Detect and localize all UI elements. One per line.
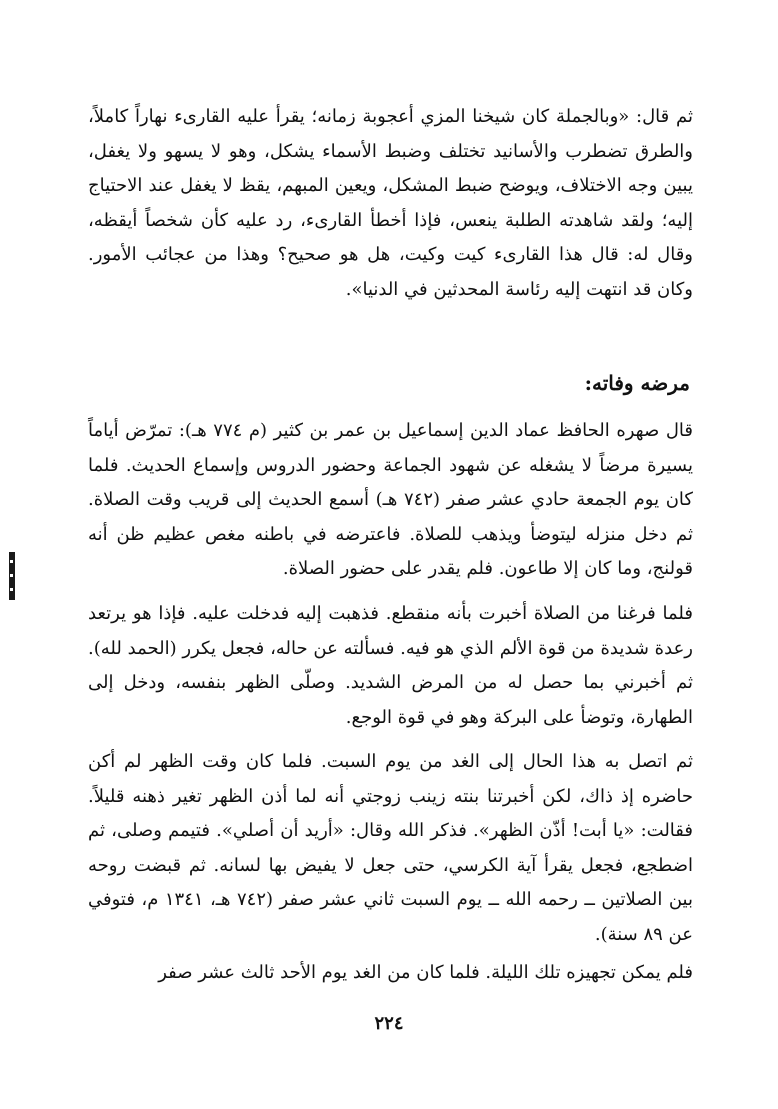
- paragraph-text: ثم قال: «وبالجملة كان شيخنا المزي أعجوبة زمانه؛ يقرأ عليه القارىء نهاراً كاملاً، والطرق تضطرب والأسانيد تختلف وضبط الأسماء يشكل، وهو لا يسهو ولا يغفل، يبين وجه الاختلاف، ويوضح ضبط المشكل، ويعين المبهم، يقظ لا يغفل عند الاحتياج إليه؛ ولقد شاهدته الطلبة ينعس، فإذا أخطأ القارىء، رد عليه كأن شخصاً أيقظه، وقال له: قال هذا القارىء كيت وكيت، هل هو صحيح؟ وهذا من عجائب الأمور. وكان قد انتهت إليه رئاسة المحدثين في الدنيا».: [88, 106, 693, 300]
- paragraph-illness-start: [88, 414, 693, 587]
- paragraph-burial-prep: [88, 956, 693, 991]
- paragraph-text: ثم اتصل به هذا الحال إلى الغد من يوم السبت. فلما كان وقت الظهر لم أكن حاضره إذ ذاك، لكن أخبرتنا بنته زينب زوجتي أنه لما أذن الظهر تغير ذهنه قليلاً. فقالت: «يا أبت! أذّن الظهر». فذكر الله وقال: «أريد أن أصلي». فتيمم وصلى، ثم اضطجع، فجعل يقرأ آية الكرسي، حتى جعل لا يفيض بها لسانه. ثم قبضت روحه بين الصلاتين ــ رحمه الله ــ يوم السبت ثاني عشر صفر (٧٤٢ هـ، ١٣٤١ م، فتوفي عن ٨٩ سنة).: [88, 751, 694, 945]
- paragraph-quote-mizzi: [88, 100, 693, 308]
- paragraph-text: فلم يمكن تجهيزه تلك الليلة. فلما كان من الغد يوم الأحد ثالث عشر صفر: [158, 962, 693, 983]
- paragraph-text: فلما فرغنا من الصلاة أخبرت بأنه منقطع. فذهبت إليه فدخلت عليه. فإذا هو يرتعد رعدة شديدة من قوة الألم الذي هو فيه. فسألته عن حاله، فجعل يكرر (الحمد لله). ثم أخبرني بما حصل له من المرض الشديد. وصلّى الظهر بنفسه، ودخل إلى الطهارة، وتوضأ على البركة وهو في قوة الوجع.: [88, 603, 693, 728]
- margin-scan-mark: [8, 552, 18, 600]
- paragraph-death: [88, 745, 693, 953]
- section-heading: مرضه وفاته:: [584, 371, 690, 395]
- paragraph-visit: [88, 597, 693, 735]
- paragraph-text: قال صهره الحافظ عماد الدين إسماعيل بن عمر بن كثير (م ٧٧٤ هـ): تمرّض أياماً يسيرة مرضاً لا يشغله عن شهود الجماعة وحضور الدروس وإسماع الحديث. فلما كان يوم الجمعة حادي عشر صفر (٧٤٢ هـ) أسمع الحديث إلى قريب وقت الصلاة. ثم دخل منزله ليتوضأ ويذهب للصلاة. فاعترضه في باطنه مغص عظيم ظن أنه قولنج، وما كان إلا طاعون. فلم يقدر على حضور الصلاة.: [88, 420, 693, 580]
- page-number: ٢٢٤: [374, 1013, 404, 1034]
